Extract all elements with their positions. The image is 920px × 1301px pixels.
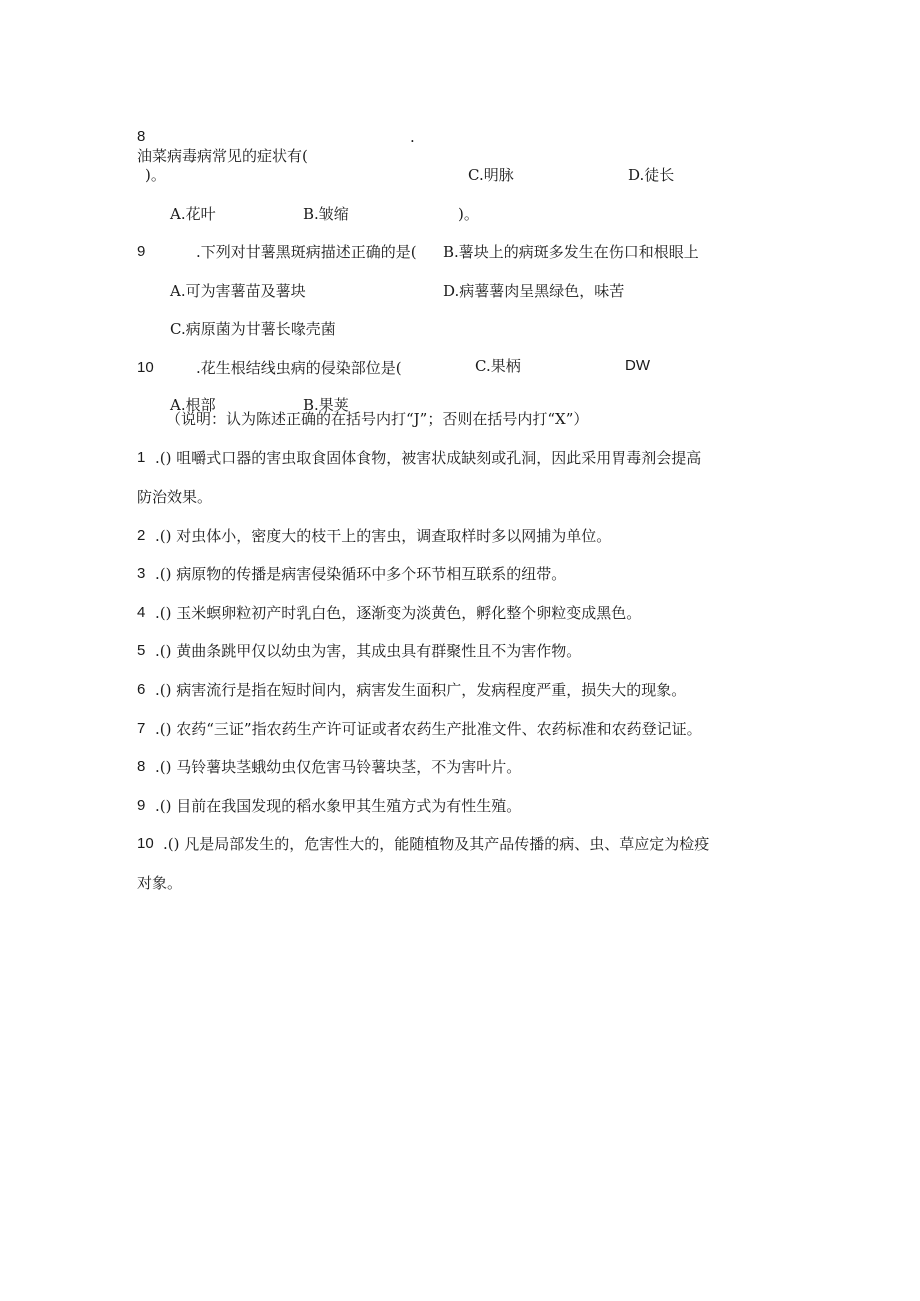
tf-item-10-text: .() 凡是局部发生的，危害性大的，能随植物及其产品传播的病、虫、草应定为检疫: [163, 835, 710, 853]
q10-option-c: C.果柄: [475, 357, 521, 375]
tf-item-9-text: .() 目前在我国发现的稻水象甲其生殖方式为有性生殖。: [155, 797, 522, 815]
q8-option-c: C.明脉: [468, 166, 514, 184]
q9-number: 9: [137, 243, 146, 260]
tf-item-1-continued: 防治效果。: [137, 488, 213, 506]
tf-item-9-number: 9: [137, 797, 146, 814]
q8-number: 8: [137, 128, 146, 145]
tf-item-4-text: .() 玉米螟卵粒初产时乳白色，逐渐变为淡黄色，孵化整个卵粒变成黑色。: [155, 604, 642, 622]
q9-option-d: D.病薯薯肉呈黑绿色，味苦: [443, 282, 625, 300]
q10-option-b: [303, 396, 349, 414]
q9-option-b: B.薯块上的病斑多发生在伤口和根眼上: [443, 243, 699, 261]
tf-item-8-number: 8: [137, 758, 146, 775]
q8-option-b: B.皱缩: [303, 205, 349, 223]
tf-item-6-text: .() 病害流行是指在短时间内，病害发生面积广，发病程度严重，损失大的现象。: [155, 681, 687, 699]
tf-item-2-number: 2: [137, 527, 146, 544]
tf-item-5-number: 5: [137, 642, 146, 659]
q8-close: )。: [145, 166, 166, 184]
tf-item-4-number: 4: [137, 604, 146, 621]
tf-item-7-number: 7: [137, 720, 146, 737]
q10-number: 10: [137, 359, 154, 376]
tf-item-6-number: 6: [137, 681, 146, 698]
q8-close-2: )。: [458, 205, 479, 223]
q10-option-a-text: A.根部: [170, 396, 216, 414]
q8-stem: 油菜病毒病常见的症状有(: [137, 147, 308, 165]
tf-item-7-text: .() 农药“三证”指农药生产许可证或者农药生产批准文件、农药标准和农药登记证。: [155, 720, 702, 738]
tf-item-1-text: .() 咀嚼式口器的害虫取食固体食物，被害状成缺刻或孔洞，因此采用胃毒剂会提高: [155, 449, 702, 467]
tf-item-5-text: .() 黄曲条跳甲仅以幼虫为害，其成虫具有群聚性且不为害作物。: [155, 642, 582, 660]
q10-stem: .花生根结线虫病的侵染部位是(: [196, 359, 402, 377]
tf-item-10-continued: 对象。: [137, 874, 183, 892]
q9-stem: .下列对甘薯黑斑病描述正确的是(: [196, 243, 417, 261]
q8-dot: .: [410, 128, 415, 146]
tf-item-3-text: .() 病原物的传播是病害侵染循环中多个环节相互联系的纽带。: [155, 565, 567, 583]
tf-instruction: （说明：认为陈述正确的在括号内打“J”；否则在括号内打“X”）: [166, 410, 589, 428]
q10-option-a: [170, 396, 216, 414]
q8-option-a: A.花叶: [170, 205, 216, 223]
tf-item-2-text: .() 对虫体小，密度大的枝干上的害虫，调查取样时多以网捕为单位。: [155, 527, 612, 545]
q10-option-b-text: B.果荚: [303, 396, 349, 414]
tf-item-8-text: .() 马铃薯块茎蛾幼虫仅危害马铃薯块茎，不为害叶片。: [155, 758, 522, 776]
tf-item-3-number: 3: [137, 565, 146, 582]
q10-option-d: DW: [625, 357, 650, 374]
q8-option-d: D.徒长: [628, 166, 675, 184]
q9-option-c: C.病原菌为甘薯长喙壳菌: [170, 320, 336, 338]
q9-option-a: A.可为害薯苗及薯块: [170, 282, 306, 300]
tf-item-1-number: 1: [137, 449, 146, 466]
tf-item-10-number: 10: [137, 835, 154, 852]
